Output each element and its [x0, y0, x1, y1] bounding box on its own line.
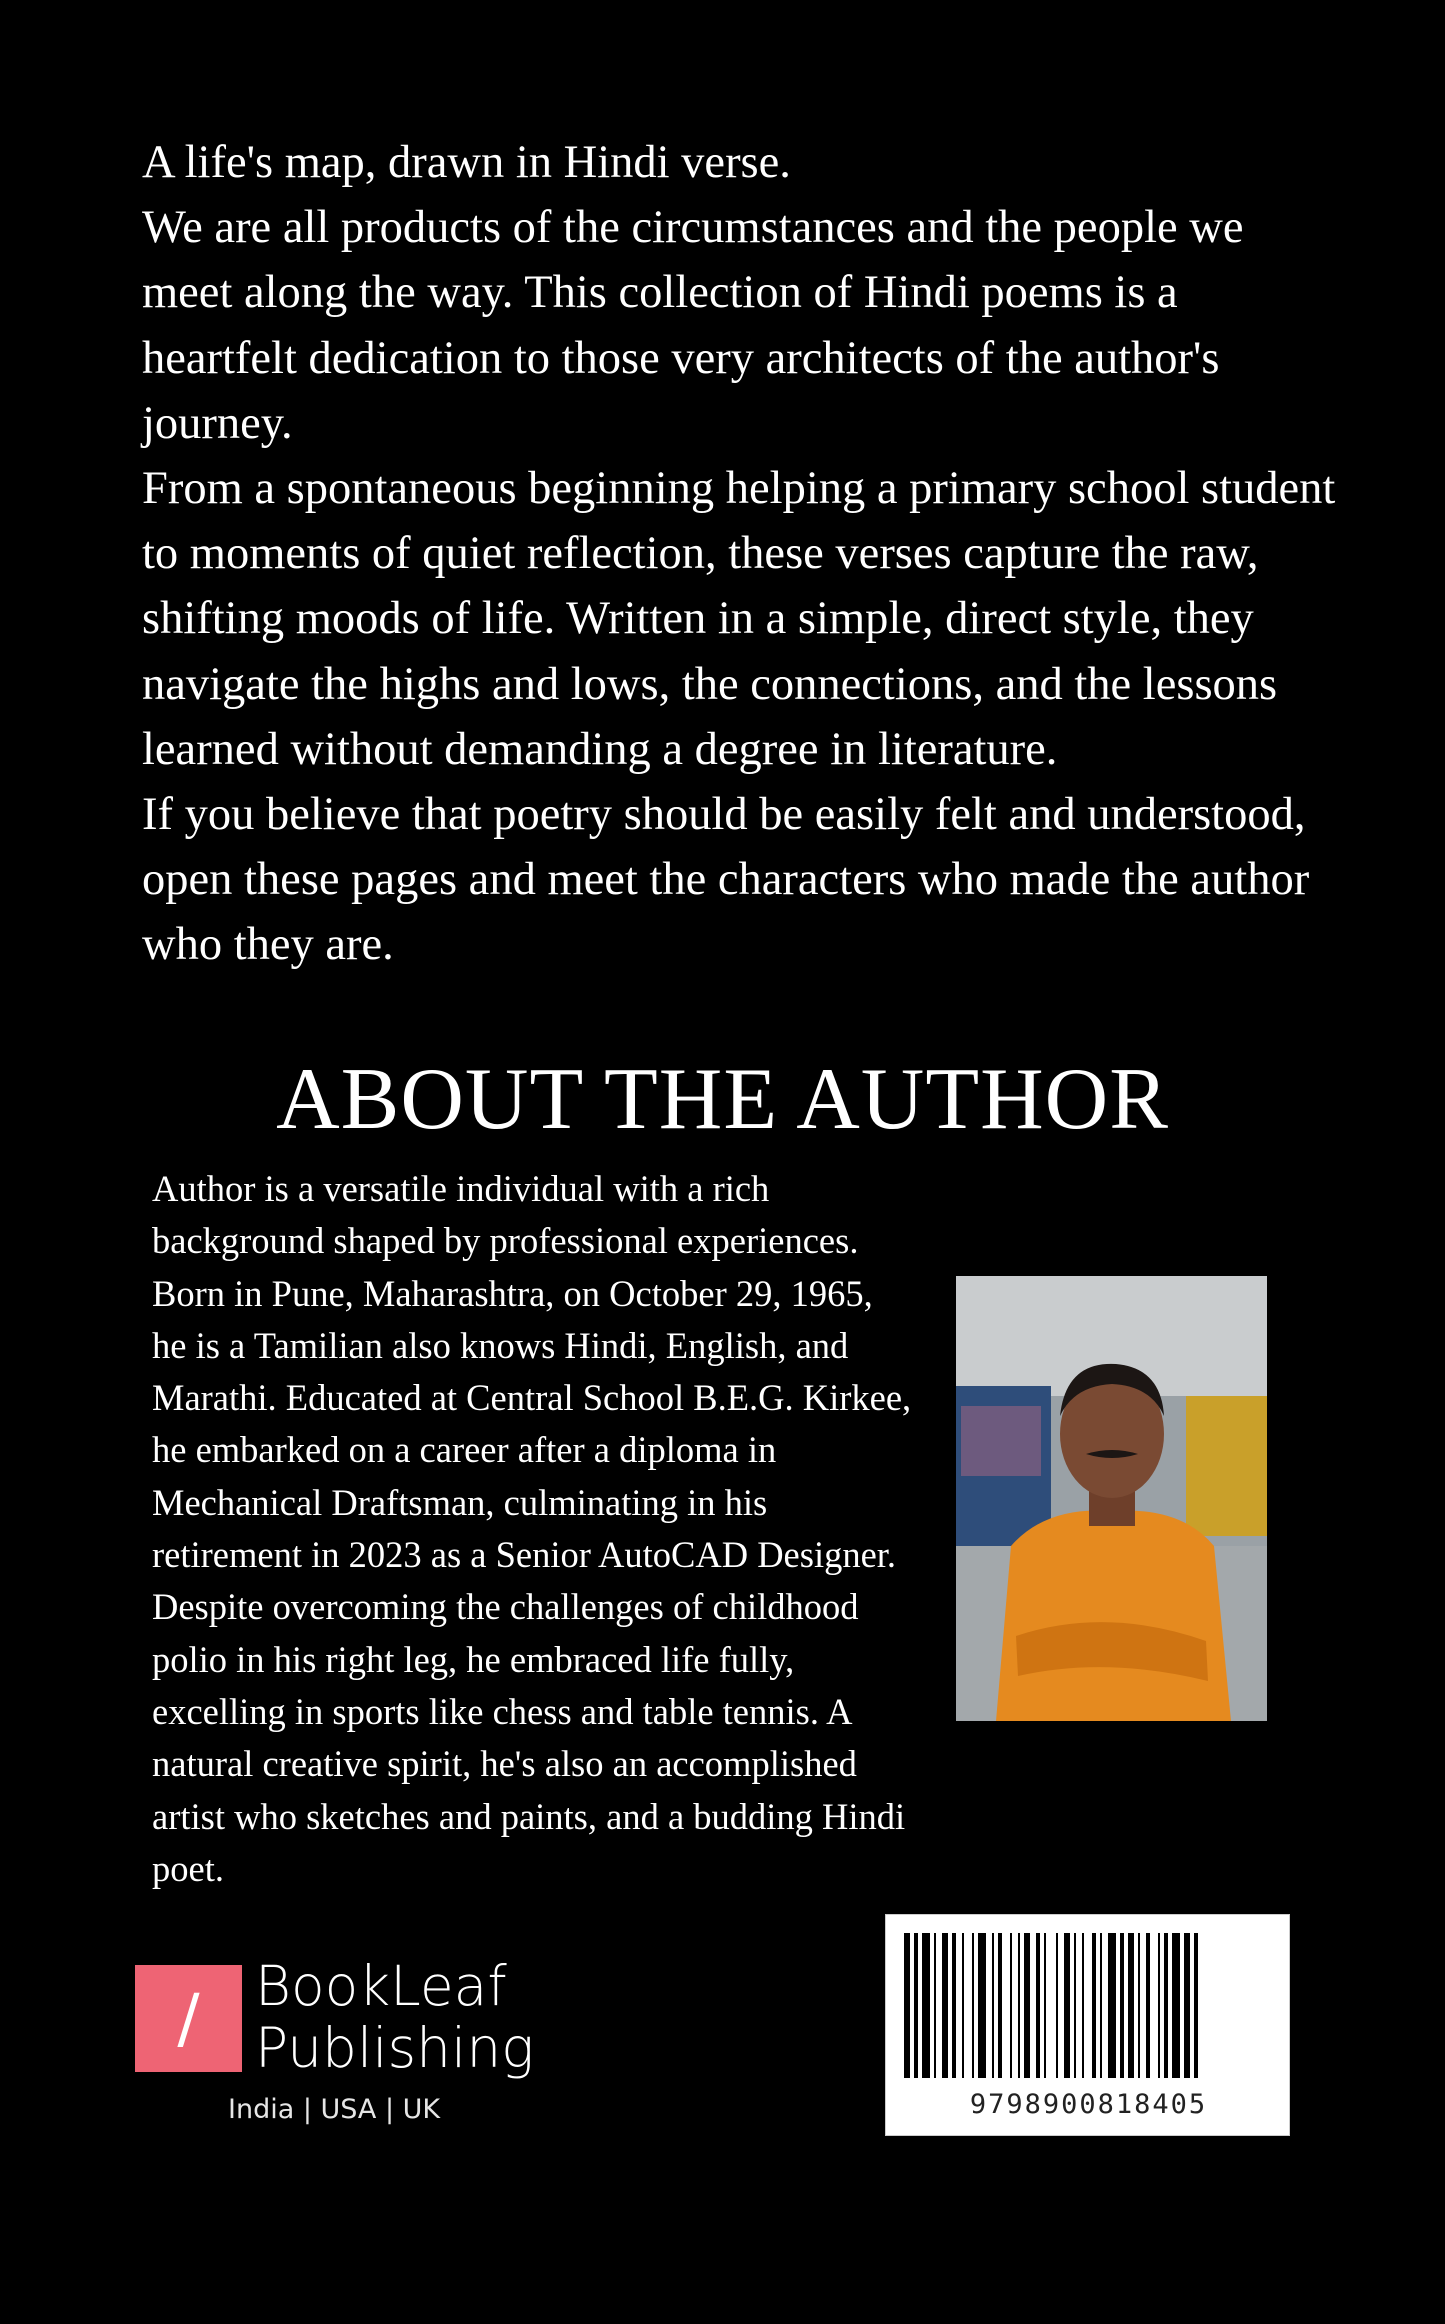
publisher-name: [255, 1955, 534, 2079]
blurb-paragraph: A life's map, drawn in Hindi verse.: [142, 137, 791, 188]
barcode-bar: [1074, 1933, 1076, 2078]
barcode-bar: [1128, 1933, 1134, 2078]
blurb-paragraph: From a spontaneous beginning helping a primary school student to moments of quiet reflection, these verses capture the raw, shifting moods of life. Written in a simple, direct style, they navigate the highs and lows, the connections, and the lessons learned without demanding a degree in literature.: [142, 463, 1336, 775]
isbn-number: 9798900818405: [969, 2089, 1208, 2120]
barcode-bar: [1036, 1933, 1040, 2078]
barcode-bar: [952, 1933, 956, 2078]
barcode-bar: [914, 1933, 918, 2078]
about-author-heading: ABOUT THE AUTHOR: [276, 1051, 1169, 1148]
blurb-paragraph: If you believe that poetry should be easily felt and understood, open these pages and meet the characters who made the author who they are.: [142, 789, 1310, 971]
barcode-bar: [1146, 1933, 1150, 2078]
barcode-bar: [1064, 1933, 1070, 2078]
barcode-bar: [922, 1933, 930, 2078]
blurb-paragraph: We are all products of the circumstances and the people we meet along the way. This collection of Hindi poems is a heartfelt dedication to those very architects of the author's journey.: [142, 202, 1244, 449]
barcode-bar: [904, 1933, 910, 2078]
barcode-bar: [1172, 1933, 1180, 2078]
barcode-bar: [1108, 1933, 1116, 2078]
publisher-regions: India | USA | UK: [228, 2094, 441, 2125]
barcode-bar: [1082, 1933, 1084, 2078]
logo-slash: /: [177, 1980, 200, 2057]
barcode-bar: [1056, 1933, 1058, 2078]
back-cover-blurb: [142, 130, 1342, 978]
barcode-bar: [972, 1933, 974, 2078]
barcode-bar: [1194, 1933, 1198, 2078]
publisher-name-line2: Publishing: [255, 2016, 535, 2080]
barcode-bar: [934, 1933, 936, 2078]
barcode-bar: [1164, 1933, 1168, 2078]
barcode-bar: [992, 1933, 994, 2078]
isbn-barcode: [885, 1914, 1290, 2136]
barcode-bar: [998, 1933, 1002, 2078]
barcode-bar: [1158, 1933, 1160, 2078]
publisher-logo-mark: [135, 1965, 242, 2072]
barcode-bar: [962, 1933, 964, 2078]
barcode-bar: [1024, 1933, 1030, 2078]
barcode-bar: [1044, 1933, 1046, 2078]
barcode-bar: [1138, 1933, 1140, 2078]
barcode-bar: [1018, 1933, 1020, 2078]
author-photo: [956, 1276, 1267, 1721]
barcode-bar: [1010, 1933, 1012, 2078]
publisher-name-line1: BookLeaf: [255, 1954, 507, 2018]
barcode-bar: [1100, 1933, 1102, 2078]
barcode-bars: [904, 1933, 1273, 2078]
barcode-bar: [1184, 1933, 1190, 2078]
author-bio: Author is a versatile individual with a rich background shaped by professional experiences. Born in Pune, Maharashtra, on October 29, 1965, he is a Tamilian also knows Hindi, English, and Marathi. Educated at Central School B.E.G. Kirkee, he embarked on a career after a diploma in Mechanical Draftsman, culminating in his retirement in 2023 as a Senior AutoCAD Designer. Despite overcoming the challenges of childhood polio in his right leg, he embraced life fully, excelling in sports like chess and table tennis. A natural creative spirit, he's also an accomplished artist who sketches and paints, and a budding Hindi poet.: [152, 1168, 912, 1889]
barcode-bar: [1120, 1933, 1124, 2078]
barcode-bar: [978, 1933, 986, 2078]
barcode-bar: [942, 1933, 948, 2078]
barcode-bar: [1092, 1933, 1096, 2078]
